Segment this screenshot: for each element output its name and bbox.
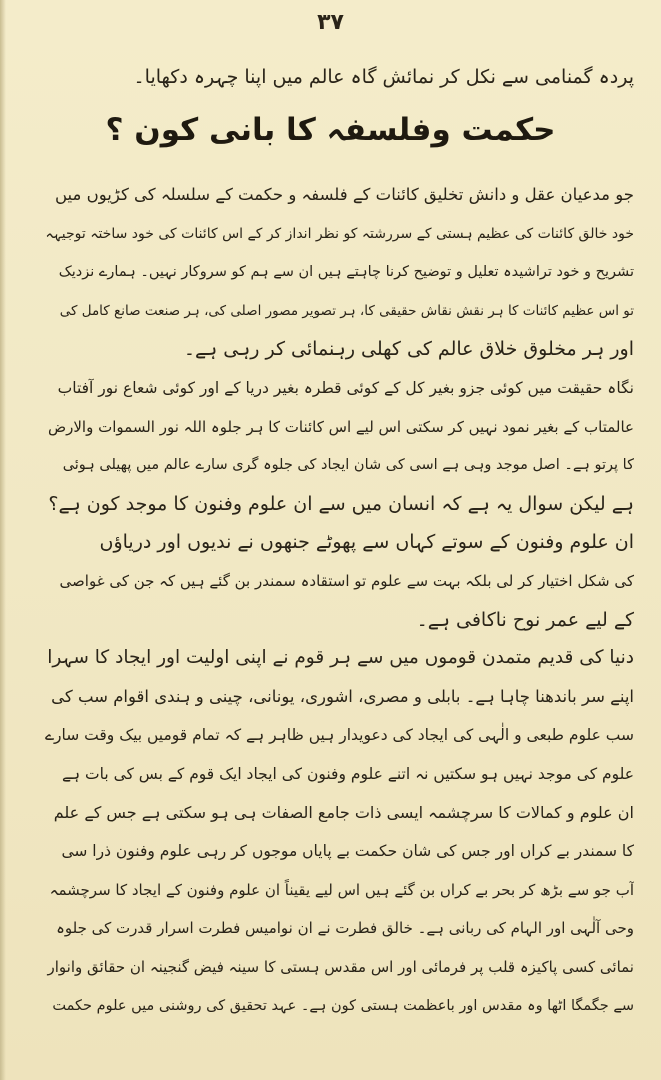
text-line: وحی آلٰہی اور الہام کی ربانی ہے۔ خالق فطرت نے ان نوامیس فطرت اسرار قدرت کی جلوہ xyxy=(56,919,634,938)
text-line: جو مدعیان عقل و دانش تخلیق کائنات کے فلسفہ و حکمت کے سلسلہ کی کڑیوں میں xyxy=(54,185,634,204)
text-line: کا سمندر بے کراں اور جس کی شان حکمت بے پایاں موجوں کر رہی علوم وفنون ذرا سی xyxy=(61,842,634,861)
text-line: دنیا کی قدیم متمدن قوموں میں سے ہر قوم نے اپنی اولیت اور ایجاد کا سہرا xyxy=(47,647,634,669)
text-line: تو اس عظیم کائنات کا ہر نقش نقاش حقیقی کا، ہر تصویر مصور اصلی کی، ہر صنعت صانع کامل کی xyxy=(59,302,634,319)
text-line: اور ہر مخلوق خلاق عالم کی کھلی رہنمائی کر رہی ہے۔ xyxy=(183,338,634,361)
text-line: خود خالق کائنات کی عظیم ہستی کے سررشتہ کو نظر انداز کر کے اس کائنات کی خود ساختہ توجیہہ xyxy=(45,225,634,242)
text-line: سب علوم طبعی و الٰہی کی ایجاد کی دعویدار ہیں ظاہر ہے کہ تمام قومیں بیک وقت سارے xyxy=(44,726,634,745)
text-line: سے جگمگا اٹھا وہ مقدس اور باعظمت ہستی کون ہے۔ عہد تحقیق کی روشنی میں علوم حکمت xyxy=(52,997,634,1014)
text-line: کے لیے عمر نوح ناکافی ہے۔ xyxy=(416,608,634,631)
page-number: ۳۷ xyxy=(317,10,344,35)
page-binding-shadow xyxy=(0,0,6,1080)
text-line: نمائی کسی پاکیزہ قلب پر فرمائی اور اس مقدس ہستی کا سینہ فیض گنجینہ ان حقائق وانوار xyxy=(47,958,634,976)
text-line: آب جو سے بڑھ کر بحر بے کراں بن گئے ہیں اس لیے یقیناً ان علوم وفنون کے ایجاد کا سرچشمہ xyxy=(49,880,634,899)
text-line: پردہ گمنامی سے نکل کر نمائش گاہ عالم میں اپنا چہرہ دکھایا۔ xyxy=(133,66,634,88)
text-line: ان علوم وفنون کے سوتے کہاں سے پھوٹے جنھوں نے ندیوں اور دریاؤں xyxy=(99,531,634,554)
text-line: اپنے سر باندھنا چاہا ہے۔ بابلی و مصری، اشوری، یونانی، چینی و ہندی اقوام سب کی xyxy=(51,686,634,706)
text-line: عالمتاب کے بغیر نمود نہیں کر سکتی اس لیے اس کائنات کا ہر جلوہ اللہ نور السموات والارض xyxy=(48,417,634,436)
text-line: کی شکل اختیار کر لی بلکہ بہت سے علوم تو استقادہ سمندر بن گئے ہیں کہ جن کی غواصی xyxy=(59,572,634,590)
section-heading: حکمت وفلسفہ کا بانی کون ؟ xyxy=(105,112,556,148)
text-line: ہے لیکن سوال یہ ہے کہ انسان میں سے ان علوم وفنون کا موجد کون ہے؟ xyxy=(48,492,634,515)
text-line: تشریح و خود تراشیدہ تعلیل و توضیح کرنا چاہتے ہیں ان سے ہم کو سروکار نہیں۔ ہمارے نزدیک xyxy=(58,264,634,281)
text-line: علوم کی موجد نہیں ہو سکتیں نہ اتنے علوم وفنون کی ایجاد ایک قوم کے بس کی بات ہے xyxy=(61,765,634,783)
text-line: کا پرتو ہے۔ اصل موجد وہی ہے اسی کی شان ایجاد کی جلوہ گری سارے عالم میں پھیلی ہوئی xyxy=(62,457,634,474)
text-line: ان علوم و کمالات کا سرچشمہ ایسی ذات جامع الصفات ہی ہو سکتی ہے جس کے علم xyxy=(53,802,634,822)
text-line: نگاہ حقیقت میں کوئی جزو بغیر کل کے کوئی قطرہ بغیر دریا کے اور کوئی شعاع نور آفتاب xyxy=(57,379,634,397)
